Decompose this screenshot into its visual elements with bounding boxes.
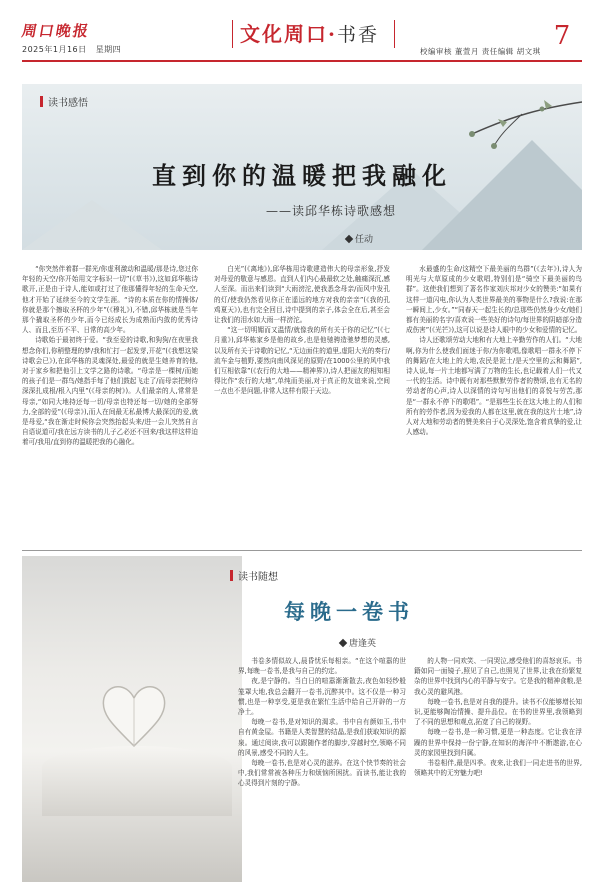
byline-diamond-icon (339, 638, 347, 646)
branch-illustration (402, 94, 582, 164)
paragraph: 白光”(《离地》),邱华栋用诗歌建造伟大的母亲形象,抒发对母爱的敬意与感恩。直到人们内心最最软之处,触痛深沉,感人至深。而出来们读到“大雨滂沱,使我悉念母亲/而风中发孔的灯/使我仍然看见你正在遥远的地方对我的亲亲”(《我的孔鸡夏天》),也有完全回目,诗中提到的亲子,体会全在后,甚至会让我们的泪水如大雨一样滂沱。 (214, 265, 390, 325)
paragraph: 每晚一卷书,也是对自我的提升。读书不仅能够增长知识,更能够陶冶情操、提升品位。在书的世界里,我领略到了不同的思想和观点,拓宽了自己的视野。 (414, 697, 582, 727)
book-pages (42, 746, 232, 816)
section-dot: · (328, 22, 337, 46)
paragraph: “你突然伴着群一群光/你虚利激动和温暖/那是诗,您过你年轻的天空/你开始用文字标识一切”(《草书》),这如邱华栋诗歌开,正是由于诗人,能如或打过了他那懂得年轻的生命天空,他才开始了延续至今的文学生涯。“诗的本质在你的情操体/你就是那个擦取圣杯的少年”(《穆礼》),不错,邱华栋就是当年那个撬取圣杯的少年,而今已经成长为成熟而内敛的优秀诗人、而且,至历不平、日常的高少年。 (22, 265, 198, 335)
weekday-text: 星期四 (95, 45, 122, 54)
article-body (22, 264, 582, 546)
text-column (406, 264, 582, 546)
masthead-divider-left (232, 20, 233, 48)
column-tag (230, 568, 278, 583)
book-heart-photo (22, 556, 242, 882)
paragraph: 每晚一卷书,是对知识的渴求。书中自有颜如玉,书中自有黄金屋。书籍是人类智慧的结晶,是我们获取知识的源泉。通过阅读,我可以跟随作者的脚步,穿越时空,领略不同的风景,感受不同的人生。 (238, 718, 406, 757)
newspaper-logo (22, 20, 134, 40)
article-author (346, 232, 373, 245)
paragraph: 书卷多情似故人,晨昏忧乐每相亲。“在这个喧嚣的世界,每晚一卷书,是我与自己的约定。 (238, 657, 406, 676)
editor-credits: 校编审核 董萱月 责任编辑 胡文琪 (420, 47, 541, 56)
date-text: 2025年1月16日 (22, 45, 87, 54)
masthead-rule (22, 60, 582, 62)
page-number: 7 (553, 21, 571, 51)
masthead (0, 0, 600, 70)
author-name: 唐逢英 (349, 639, 377, 649)
paragraph: 夜,是宁静的。当白日的喧嚣渐渐散去,夜色如轻纱般笼罩大地,我总会翻开一卷书,沉醉其中。这不仅是一种习惯,也是一种享受,更是我在繁忙生活中给自己开辟的一方净土。 (238, 677, 406, 717)
paragraph: 诗歌始于最初终于爱。“我至爱的诗歌,和狗狗/在夜里我想念你们,你稍整理的梦/我和忙打一起发芽,开花”(《我想这梁诗歌会已》),在邱华栋的灵魂深处,最爱的就是生她养育的他,对于家乡和把他引上文学之路的诗歌。“母亲是一棵树/而她的孩子们是一群鸟/她指手每了他们鼓起飞走了/而母亲把树待深深扎成根/根入内里”(《母亲的树》)。人们最亲的人,常常是母亲,“如同大地持还每一切/母亲也特还每一切/她的全部努力,全部的爱”(《母亲》),而人在间最无私最博大最深沉的爱,就是母爱,“我在渐走时候你会突然抬起头来/进一会儿突然自言自语说道可/我在远方读书的儿子乙必还不回来/我这样这样迫着可/我用/直到你的温暖把我的心融化。 (22, 336, 198, 447)
article-title: 每晚一卷书 (284, 599, 414, 624)
article-author (340, 636, 376, 649)
masthead-divider-right (394, 20, 395, 48)
text-column (214, 264, 390, 546)
tag-accent-bar (40, 96, 43, 107)
text-column (414, 656, 582, 882)
paragraph: 的人物一同欢笑、一同哭泣,感受他们的喜怒哀乐。书籍如同一面镜子,照见了自己,也照见了世界,让我在纷繁复杂的世界中找到内心的平静与安宁。它是我的精神食粮,是我心灵的避风港。 (414, 657, 582, 696)
paragraph: 每晚一卷书,也是对心灵的滋养。在这个快节奏的社会中,我们常常被各种压力和烦恼所困扰。而读书,能让我的心灵得到片刻的宁静。 (238, 759, 406, 788)
article-reading-thoughts (22, 556, 582, 882)
landscape-banner (22, 84, 582, 250)
paragraph: 每晚一卷书,是一种习惯,更是一种态度。它让我在浮躁的世界中保持一份宁静,在知识的海洋中不断遨游,在心灵的家园里找到归属。 (414, 728, 582, 757)
paragraph: “这一切明媚而又温情/就像我的所有关于你的记忆”(《七月重》),邱华栋家乡是他的故乡,也是他驰骋造驰梦想的灵感,以及所有关于诗歌的记忆,“无边面住的道里,虚阳大光的奏行/流车金与植野,要然向南风深见的原野/在1000公里的风中我们互相依靠”(《农行的大地——精神界》),诗人把丽友的相知相得比作“农行的大地”,单纯而美丽,对于真正的友谊来说,空间一点也不是问题,非常人这样有限于天边。 (214, 326, 390, 396)
section-title (240, 18, 379, 47)
column-tag-label: 读书随想 (238, 572, 278, 583)
article-reading-reflection (22, 84, 582, 546)
paragraph: 书卷相伴,最是四季。夜来,让我们一同走进书的世界,领略其中的无穷魅力吧! (414, 759, 582, 778)
article-title: 直到你的温暖把我融化 (152, 161, 452, 190)
logo-text: 周口晚报 (20, 21, 92, 40)
column-tag (40, 94, 88, 109)
article-subtitle: ——读邱华栋诗歌感想 (266, 204, 397, 218)
paragraph: 水最盛的生命/这精空下最美丽的鸟群”(《去年》),诗人为明光与大草原成的少女歌唱,特别们是“骑空下最美丽的鸟群”。这使我们想到了著名作家刘庆邦对少女的赞美:“如果有这样一道闪电,你认为人类世界最美的事物是什么?我说:在那一瞬间上,少女。”“同春天一起生长的/总那些仍然身少女/她们都有美丽的名字/喜欢说一些美好的诗句/每世界的阴暗部分造成伤害”(《光芒》),这可以说是诗人眼中的少女和爱情的记忆。 (406, 265, 582, 335)
tag-accent-bar (230, 570, 233, 581)
issue-date (22, 44, 127, 55)
heart-icon (94, 676, 174, 756)
section-name: 文化周口 (240, 22, 328, 46)
text-column (22, 264, 198, 546)
byline-diamond-icon (345, 234, 353, 242)
section-separator (22, 550, 582, 551)
author-name: 任动 (355, 235, 374, 245)
section-subname: 书香 (336, 24, 379, 46)
mountain-shape (22, 200, 162, 250)
article-body (238, 656, 582, 882)
text-column (238, 656, 406, 882)
paragraph: 诗人还歌颂劳动大地和有大地上辛勤劳作的人们。“大地啊,你为什么使我们面迷于你/为你歌唱,像歌唱一群永不停下的舞蹈/在大地上的大地,农民是泥土/是天空里的云和舞蹈”,诗人说,每一片土地都写满了万物的生长,也记载着人们一代又一代的生活。诗中既有对那些默默劳作者的赞颂,也有无名的劳动者的心声,诗人以深情的诗句写出他们的喜悦与劳苦,那是“一群永不停下的歌唱”。“是那些生长在这大地上的人们和所有的劳作者,因为爱我的人都在这里,就在我的这片土地”,诗人对大地和劳动者的赞美来自于心灵深处,饱含着真挚的爱,让人感动。 (406, 336, 582, 437)
column-tag-label: 读书感悟 (48, 98, 88, 109)
